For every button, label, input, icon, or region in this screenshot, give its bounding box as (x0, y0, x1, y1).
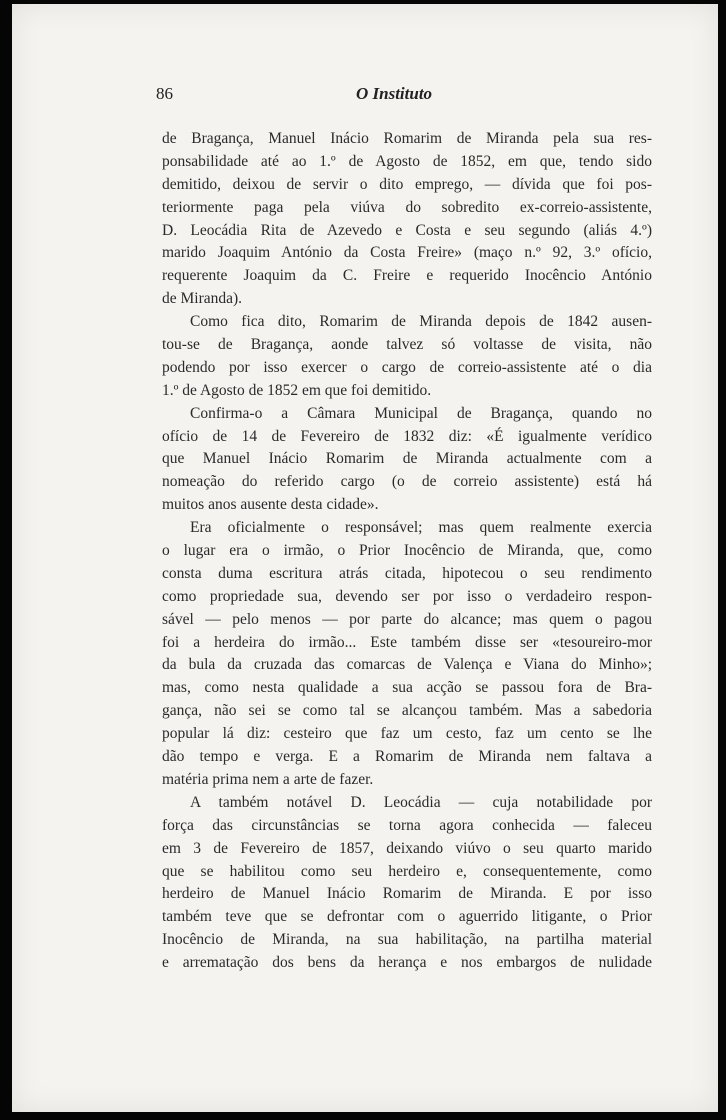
text-line: podendo por isso exercer o cargo de correio-assistente até o dia (162, 358, 652, 376)
text-line: da bula da cruzada das comarcas de Valença e Viana do Minho»; (162, 656, 652, 674)
text-line: força das circunstâncias se torna agora conhecida — faleceu (162, 816, 652, 834)
text-line: nomeação do referido cargo (o de correio assistente) está há (162, 473, 652, 491)
text-line: Como fica dito, Romarim de Miranda depois de 1842 ausen- (190, 313, 652, 331)
text-line: 1.º de Agosto de 1852 em que foi demitido. (162, 381, 432, 399)
running-title: O Instituto (356, 84, 433, 103)
body-text (162, 128, 652, 975)
text-line: tou-se de Bragança, aonde talvez só voltasse de visita, não (162, 336, 652, 354)
text-line: o lugar era o irmão, o Prior Inocêncio de Miranda, que, como (162, 542, 652, 560)
text-line: mas, como nesta qualidade a sua acção se passou fora de Bra- (162, 679, 652, 697)
text-line: popular lá diz: cesteiro que faz um cesto, faz um cento se lhe (162, 725, 652, 743)
page-header (156, 82, 556, 112)
text-line: marido Joaquim António da Costa Freire» (maço n.º 92, 3.º ofício, (162, 244, 652, 262)
text-line: D. Leocádia Rita de Azevedo e Costa e seu segundo (aliás 4.º) (162, 221, 652, 239)
text-line: Era oficialmente o responsável; mas quem realmente exercia (190, 519, 652, 537)
text-line: demitido, deixou de servir o dito emprego, — dívida que foi pos- (162, 175, 652, 193)
text-line: em 3 de Fevereiro de 1857, deixando viúvo o seu quarto marido (162, 839, 652, 857)
text-line: de Bragança, Manuel Inácio Romarim de Miranda pela sua res- (162, 130, 652, 147)
text-line: teriormente paga pela viúva do sobredito ex-correio-assistente, (162, 198, 652, 216)
text-line: requerente Joaquim da C. Freire e requerido Inocêncio António (162, 267, 652, 285)
page-number: 86 (156, 84, 173, 103)
text-line: muitos anos ausente desta cidade». (162, 496, 379, 514)
text-line: Confirma-o a Câmara Municipal de Bragança, quando no (190, 404, 652, 422)
text-line: também teve que se defrontar com o aguerrido litigante, o Prior (162, 908, 652, 926)
text-line: foi a herdeira do irmão... Este também disse ser «tesoureiro-mor (162, 633, 652, 651)
text-line: matéria prima nem a arte de fazer. (162, 770, 374, 788)
text-line: gança, não sei se como tal se alcançou também. Mas a sabedoria (162, 702, 652, 720)
text-line: sável — pelo menos — por parte do alcance; mas quem o pagou (162, 610, 652, 628)
text-line: ponsabilidade até ao 1.º de Agosto de 1852, em que, tendo sido (162, 152, 652, 170)
text-line: de Miranda). (162, 290, 243, 308)
text-line: dão tempo e verga. E a Romarim de Miranda nem faltava a (162, 748, 652, 766)
text-line: que se habilitou como seu herdeiro e, consequentemente, como (162, 862, 652, 880)
text-line: que Manuel Inácio Romarim de Miranda actualmente com a (162, 450, 652, 468)
text-line: ofício de 14 de Fevereiro de 1832 diz: «É igualmente verídico (162, 427, 652, 445)
text-line: Inocêncio de Miranda, na sua habilitação, na partilha material (162, 931, 652, 949)
text-line: herdeiro de Manuel Inácio Romarim de Miranda. E por isso (162, 885, 652, 903)
text-line: A também notável D. Leocádia — cuja notabilidade por (190, 793, 652, 811)
text-line: e arrematação dos bens da herança e nos embargos de nulidade (162, 954, 652, 972)
text-line: como propriedade sua, devendo ser por isso o verdadeiro respon- (162, 587, 652, 605)
text-line: consta duma escritura atrás citada, hipotecou o seu rendimento (162, 564, 652, 582)
